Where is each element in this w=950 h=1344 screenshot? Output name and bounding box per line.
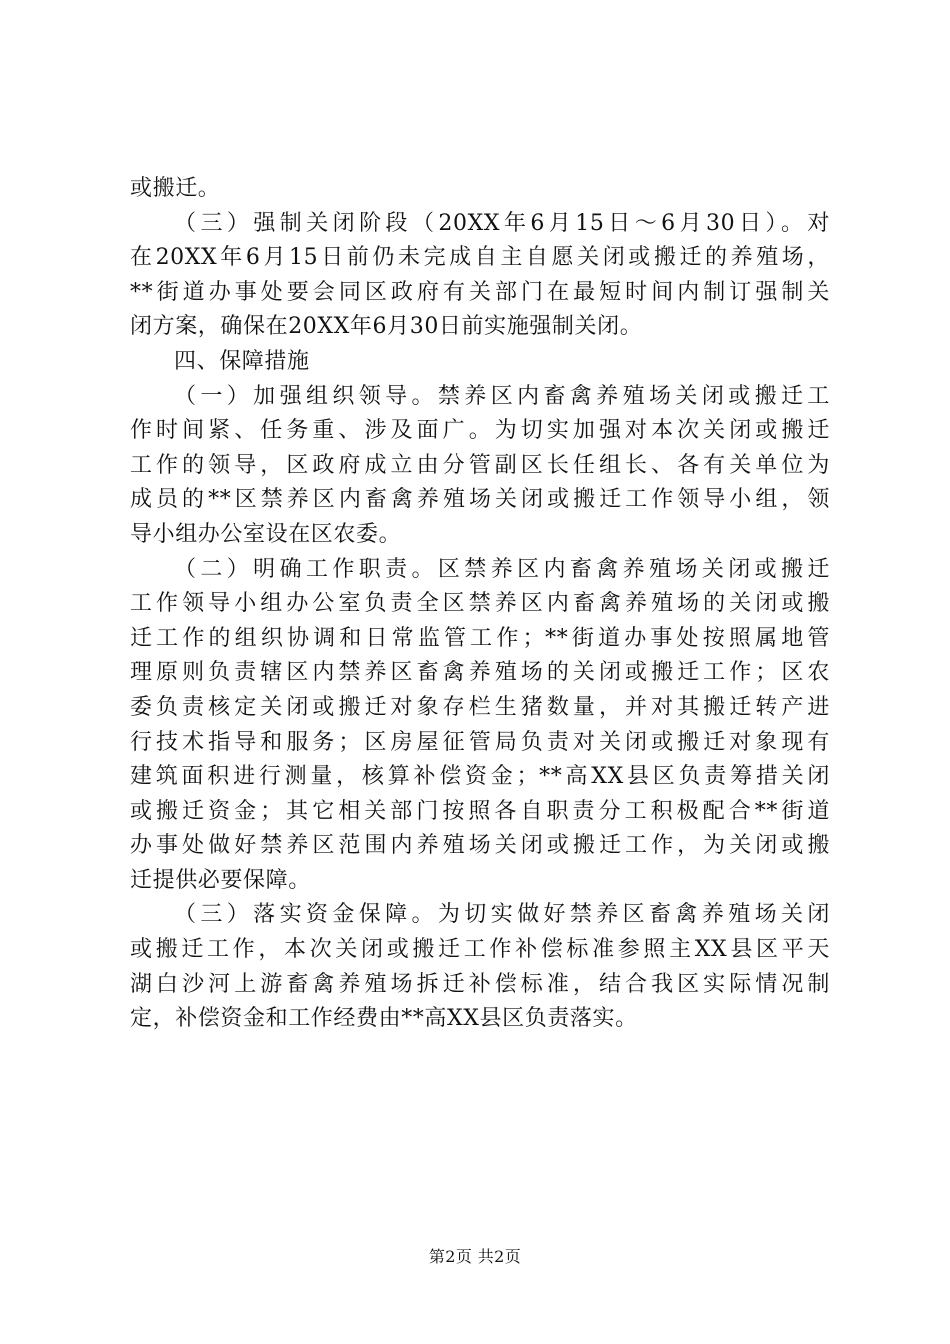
text-line: 成员的**区禁养区内畜禽养殖场关闭或搬迁工作领导小组，领: [130, 487, 830, 513]
paragraph-funding-guarantee: [130, 898, 830, 1036]
text-line: 导小组办公室设在区农委。: [130, 521, 402, 547]
text-line: 迁工作的组织协调和日常监管工作；**街道办事处按照属地管: [130, 625, 830, 651]
text-line: （二）明确工作职责。区禁养区内畜禽养殖场关闭或搬迁: [174, 556, 830, 582]
text-line: （三）强制关闭阶段（20XX年6月15日～6月30日）。对: [174, 210, 830, 236]
text-line: **街道办事处要会同区政府有关部门在最短时间内制订强制关: [130, 279, 830, 305]
heading-line: 四、保障措施: [174, 348, 310, 374]
text-line: 建筑面积进行测量，核算补偿资金；**高XX县区负责筹措关闭: [130, 764, 830, 790]
text-line: 迁提供必要保障。: [130, 867, 311, 893]
text-line: 定，补偿资金和工作经费由**高XX县区负责落实。: [130, 1006, 638, 1032]
text-line: （三）落实资金保障。为切实做好禁养区畜禽养殖场关闭: [174, 902, 830, 928]
text-line: 工作的领导，区政府成立由分管副区长任组长、各有关单位为: [130, 452, 830, 478]
page-footer: [0, 1244, 950, 1267]
paragraph-organization-leadership: [130, 380, 830, 553]
text-line: 在20XX年6月15日前仍未完成自主自愿关闭或搬迁的养殖场，: [130, 245, 830, 271]
paragraph-forced-closure-stage: [130, 207, 830, 345]
text-line: 委负责核定关闭或搬迁对象存栏生猪数量，并对其搬迁转产进: [130, 694, 830, 720]
text-line: 理原则负责辖区内禁养区畜禽养殖场的关闭或搬迁工作；区农: [130, 660, 830, 686]
document-body: [130, 172, 830, 1037]
paragraph-work-responsibilities: [130, 553, 830, 899]
text-line: 湖白沙河上游畜禽养殖场拆迁补偿标准，结合我区实际情况制: [130, 971, 830, 997]
text-line: 或搬迁资金；其它相关部门按照各自职责分工积极配合**街道: [130, 798, 830, 824]
text-line: 闭方案，确保在20XX年6月30日前实施强制关闭。: [130, 314, 643, 340]
text-line: （一）加强组织领导。禁养区内畜禽养殖场关闭或搬迁工: [174, 383, 830, 409]
paragraph-continuation: [130, 172, 830, 207]
text-line: 或搬迁工作，本次关闭或搬迁工作补偿标准参照主XX县区平天: [130, 937, 830, 963]
text-line: 作时间紧、任务重、涉及面广。为切实加强对本次关闭或搬迁: [130, 418, 830, 444]
text-line: 行技术指导和服务；区房屋征管局负责对关闭或搬迁对象现有: [130, 729, 830, 755]
text-line: 或搬迁。: [130, 176, 221, 201]
text-line: 工作领导小组办公室负责全区禁养区内畜禽养殖场的关闭或搬: [130, 591, 830, 617]
page-number-label: 第2页 共2页: [428, 1247, 522, 1266]
text-line: 办事处做好禁养区范围内养殖场关闭或搬迁工作，为关闭或搬: [130, 833, 830, 859]
section-heading: [130, 345, 830, 380]
